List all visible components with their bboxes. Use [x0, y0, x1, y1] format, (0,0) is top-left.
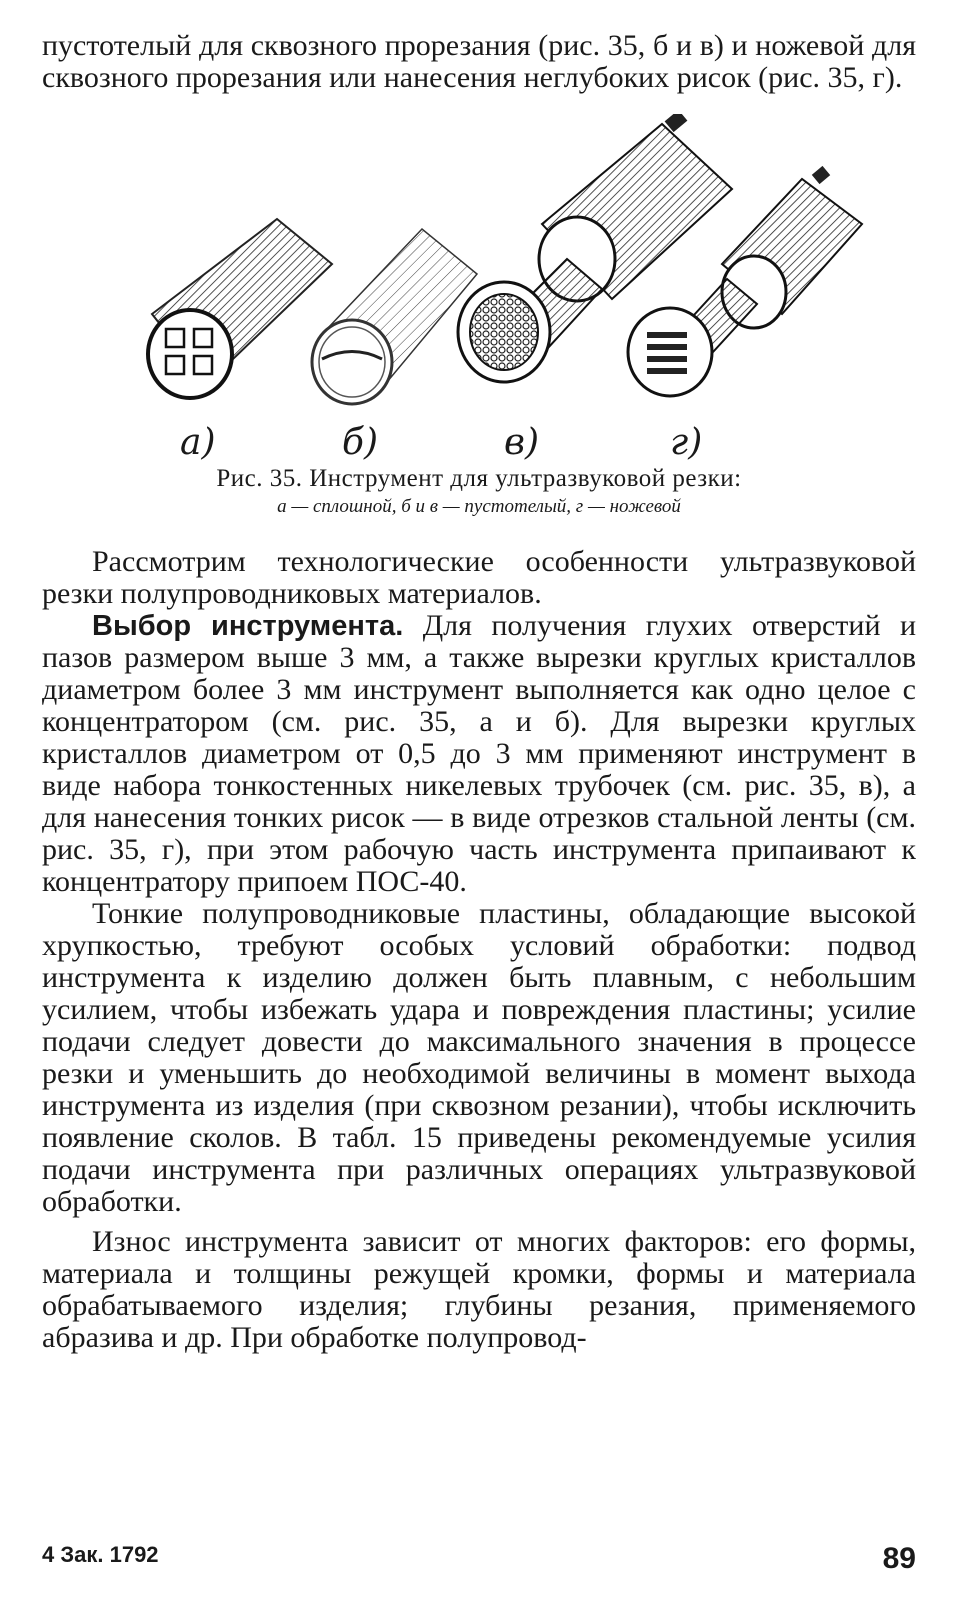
tool-a-solid [148, 219, 332, 398]
paragraph-thin-plates: Тонкие полупроводниковые пластины, обладающие высокой хрупкостью, требуют особых условий обработки: подвод инструмента к изделию должен быть плавным, с небольшим усилием, чтобы избежать удара и повреждения пластины; усилие подачи следует довести до максимального значения в процессе резки и уменьшить до необходимой величины в момент выхода инструмента из изделия (при сквозном резании), чтобы исключить появление сколов. В табл. 15 приведены рекомендуемые усилия подачи инструмента при различных операциях ультразвуковой обработки. [42, 897, 916, 1218]
figure-label-d: г) [670, 422, 703, 463]
figure-label-a: а) [180, 422, 216, 463]
caption-legend: а — сплошной, б и в — пустотелый, г — ножевой [277, 496, 681, 517]
tool-b-hollow [312, 229, 477, 404]
caption-title: Рис. 35. Инструмент для ультразвуковой резки: [216, 465, 742, 492]
paragraph-intro: Рассмотрим технологические особенности ультразвуковой резки полупроводниковых материалов. [42, 545, 916, 610]
print-signature: 4 Зак. 1792 [42, 1542, 159, 1567]
paragraph-tool-wear: Износ инструмента зависит от многих факторов: его формы, материала и толщины режущей кромки, формы и материала обрабатываемого изделия; глубины резания, применяемого абразива и др. При обработке полупровод- [42, 1225, 916, 1354]
figure-35 [42, 114, 916, 463]
figure-label-c: в) [504, 422, 539, 463]
top-paragraph: пустотелый для сквозного прорезания (рис. 35, б и в) и ножевой для сквозного прорезания или нанесения неглубоких рисок (рис. 35, г). [42, 29, 916, 94]
page-footer [42, 1542, 916, 1582]
paragraph-tool-selection [42, 610, 916, 898]
figure-caption [42, 464, 916, 520]
section-heading: Выбор инструмента. [92, 610, 404, 642]
book-page [42, 30, 916, 1354]
paragraph-tool-selection-body: Для получения глухих отверстий и пазов размером выше 3 мм, а также вырезки круглых кристаллов диаметром более 3 мм инструмент выполняется как одно целое с концентратором (см. рис. 35, а и б). Для вырезки круглых кристаллов диаметром от 0,5 до 3 мм применяют инструмент в виде набора тонкостенных никелевых трубочек (см. рис. 35, в), а для нанесения тонких рисок — в виде отрезков стальной ленты (см. рис. 35, г), при этом рабочую часть инструмента припаивают к концентратору припоем ПОС-40. [42, 609, 916, 898]
figure-label-b: б) [342, 422, 379, 463]
page-number: 89 [882, 1542, 916, 1575]
tools-illustration [42, 114, 916, 454]
